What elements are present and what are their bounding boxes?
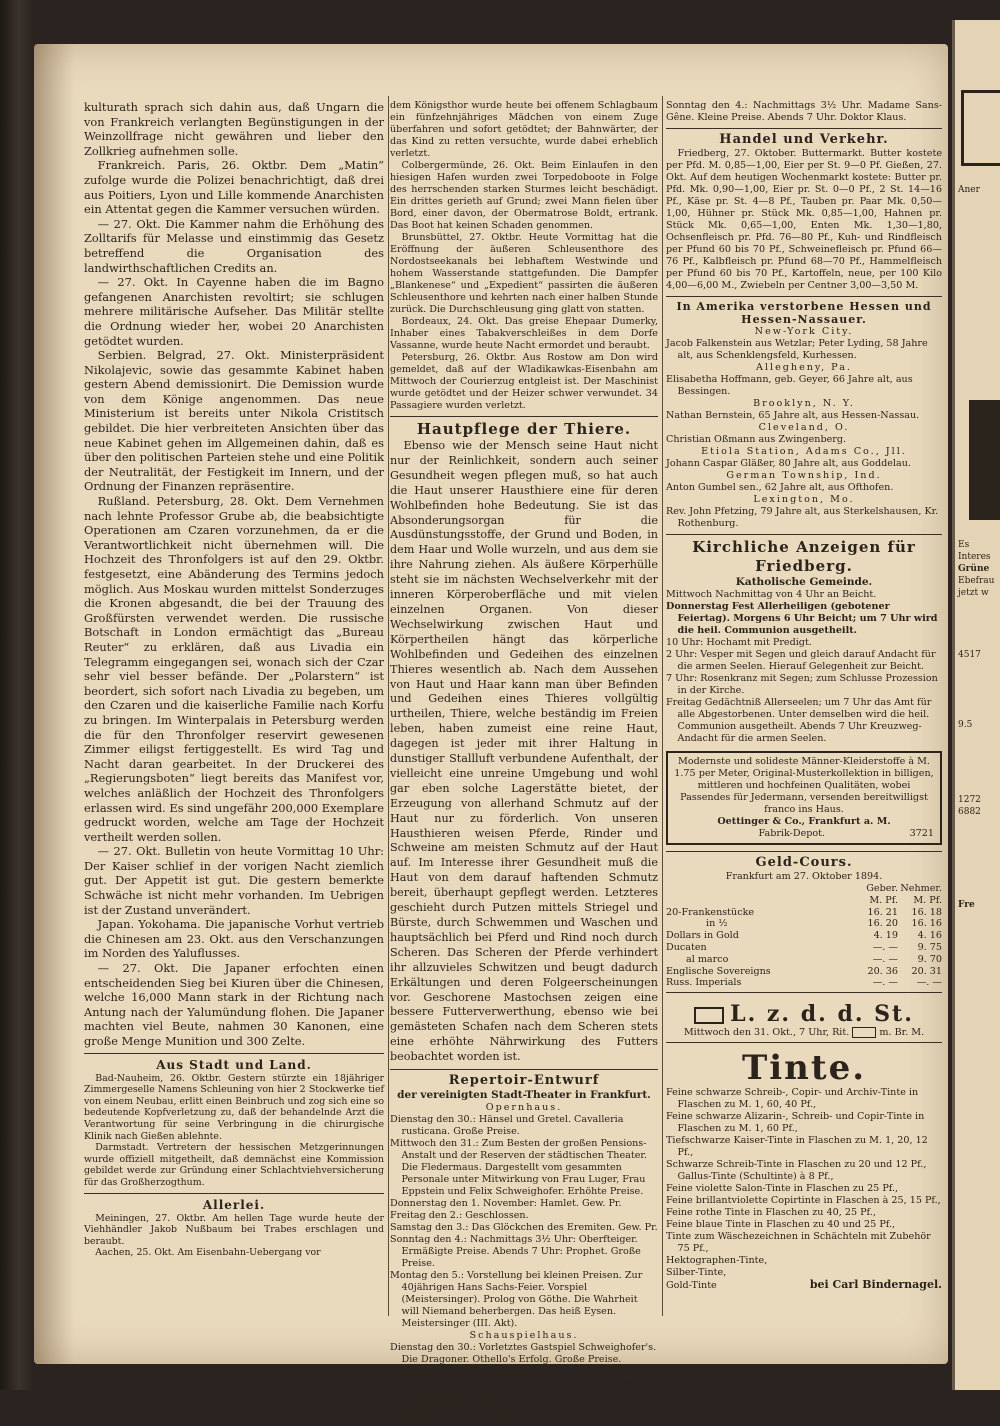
church-entry: 2 Uhr: Vesper mit Segen und gleich darauf Andacht für die armen Seelen. Hierauf Gelegenheit zur Beicht. — [666, 649, 936, 672]
next-page-fragment: Es — [958, 540, 970, 550]
place-name: New-York City. — [754, 326, 854, 337]
exchange-rate-table — [666, 883, 942, 989]
clothing-advertisement — [666, 751, 942, 845]
article-paragraph: — 27. Okt. Die Kammer nahm die Erhöhung des Zolltarifs für Melasse und einstimmig das Gesetz betreffend die Organisation des landwirthschaftlichen Credits an. — [84, 216, 384, 275]
next-page-fragment: Interes — [958, 552, 991, 562]
next-page-fragment: 4517 — [958, 650, 981, 660]
news-item: Bad-Nauheim, 26. Oktbr. Gestern stürzte ein 18jähriger Zimmergeselle Namens Schleuning von hier 2 Stockwerke tief von einem Neubau, erlitt einen Beinbruch und zog sich eine so bedeutende Kopfverletzung zu, daß der behandelnde Arzt die Verantwortung für seine Verbringung in die chirurgische Klinik nach Gießen ablehnte. — [84, 1072, 384, 1142]
col-unit: M. Pf. — [869, 894, 898, 906]
divider — [666, 992, 942, 993]
currency-name: Russ. Imperials — [666, 977, 742, 989]
schauspielhaus-heading: Schauspielhaus. — [469, 1330, 579, 1342]
ink-entry: Gold-Tinte — [666, 1280, 717, 1292]
rate-nehmer: 16. 18 — [911, 906, 942, 918]
next-page-fragment: Aner — [958, 185, 980, 195]
schedule-entry: Samstag den 3.: Heinrich IV. — [390, 1414, 530, 1426]
rate-nehmer: 9. 70 — [917, 953, 942, 965]
ink-entry: Tiefschwarze Kaiser-Tinte in Flaschen zu M. 1, 20, 12 Pf., — [666, 1135, 928, 1159]
next-page-fragment: 1272 — [958, 795, 981, 805]
table-row — [666, 930, 942, 942]
section-heading-repertoir: Repertoir-Entwurf — [390, 1069, 658, 1089]
schedule-entry: Montag den 5.: Vorstellung bei kleinen Preisen. Zur 40jährigen Hans Sachs-Feier. Vorspiel (Meistersinger). Prolog von Göthe. Die Wahrheit will Niemand beherbergen. Das heiß Eysen. Meistersinger (III. Akt). — [390, 1270, 643, 1330]
rate-geber: 20. 36 — [867, 965, 898, 977]
obituary-entry: Anton Gumbel sen., 62 Jahre alt, aus Ofthofen. — [666, 482, 894, 493]
kirch-subtitle: Katholische Gemeinde. — [735, 576, 873, 588]
ink-entry: Feine schwarze Alizarin-, Schreib- und Copir-Tinte in Flaschen zu M. 1, 60 Pf., — [666, 1111, 925, 1135]
column-rule — [662, 96, 663, 1316]
column-3 — [666, 100, 942, 1292]
schedule-entry: Donnerstag den 1. November.: Abschieds-Vorstellung Schweighofers. Fiff. Große Preise. — [390, 1378, 650, 1402]
article-paragraph: kulturath sprach sich dahin aus, daß Ungarn die von Frankreich verlangten Begünstigungen in der Weinzollfrage nicht gewähren und lieber den Zollkrieg aufnehmen solle. — [84, 100, 384, 158]
table-row — [666, 954, 942, 966]
rate-nehmer: 16. 16 — [911, 918, 942, 930]
article-paragraph: — 27. Okt. Die Japaner erfochten einen entscheidenden Sieg bei Kiuren über die Chinesen, welche 16,000 Mann stark in der Richtung nach Antung nach der Yalumündung flohen. Die Japaner machten viel Beute, nahmen 30 Kanonen, eine große Menge Munition und 300 Zelte. — [84, 961, 384, 1048]
next-page-fragment: 9.5 — [958, 720, 973, 730]
section-heading-stadt: Aus Stadt und Land. — [84, 1053, 384, 1073]
table-row — [666, 966, 942, 978]
ad-depot: Fabrik-Depot. — [758, 828, 826, 839]
section-heading-kirchlich: Kirchliche Anzeigen für Friedberg. — [666, 534, 942, 576]
church-entry: Freitag Gedächtniß Allerseelen; um 7 Uhr das Amt für alle Abgestorbenen. Unter demselben wird die heil. Communion ausgetheilt. Abends 7 Uhr Kreuzweg-Andacht für die armen Seelen. — [666, 697, 932, 744]
rate-nehmer: 20. 31 — [911, 965, 942, 977]
ink-footer — [666, 1279, 942, 1292]
amerika-block — [666, 494, 942, 530]
rate-geber: —. — — [872, 941, 898, 953]
schedule-entry: Freitag den 2.: Das Käthchen von Heilbronn. — [390, 1402, 609, 1414]
news-item: Meiningen, 27. Oktbr. Am hellen Tage wurde heute der Viehhändler Jakob Nußbaum bei Trabes erschlagen und beraubt. — [84, 1212, 384, 1247]
table-row — [666, 942, 942, 954]
obituary-entry: Jacob Falkenstein aus Wetzlar; Peter Lyding, 58 Jahre alt, aus Schenklengsfeld, Kurhessen. — [666, 338, 928, 361]
news-item: Aachen, 25. Okt. Am Eisenbahn-Uebergang vor — [95, 1247, 321, 1259]
article-paragraph: — 27. Okt. Bulletin von heute Vormittag 10 Uhr: Der Kaiser schlief in der vorigen Nacht ziemlich gut. Der Appetit ist gut. Die gestern bemerkte Schwäche ist nicht mehr vorhanden. Im Uebrigen ist der Zustand unverändert. — [84, 844, 384, 917]
article-paragraph: Ebenso wie der Mensch seine Haut nicht nur der Reinlichkeit, sondern auch seiner Gesundheit wegen pflegen muß, so hat auch die Haut unserer Hausthiere eine für deren Wohlbefinden hohe Bedeutung. Sie ist das Absonderungsorgan für die Ausdünstungsstoffe, der Grund und Boden, in dem Haar und Wolle wurzeln, und aus dem sie ihre Nahrung ziehen. Als äußere Körperhülle steht sie im nächsten Wechselverkehr mit der inneren Körperoberfläche und mit vielen einzelnen Organen. Von dieser Wechselwirkung zwischen Haut und Körpertheilen hängt das körperliche Wohlbefinden und Gedeihen des einzelnen Thieres wesentlich ab. Nach dem Aussehen von Haut und Haar kann man über Befinden und Gedeihen eines Thieres vollgültig urtheilen, Thiere, welche beständig im Freien leben, haben zumeist eine reine Haut, dagegen ist jeder mit ihrer Haltung in dunstiger Stallluft verbundene Aufenthalt, der vielleicht eine unreine Umgebung und wohl gar eben solche Lagerstätte bietet, der Erzeugung von allerhand Schmutz auf der Haut nur zu förderlich. Von unseren Hausthieren weisen Pferde, Rinder und Schweine am meisten Schmutz auf der Haut auf. Im Interesse ihrer Gesundheit muß die Haut von dem darauf haftenden Schmutz bereit, überhaupt gepflegt werden. Letzteres geschieht durch Putzen mittels Striegel und Bürste, durch Schwemmen und Waschen und hauptsächlich bei Pferd und Rind noch durch Scheren. Das Scheren der Pferde verhindert ihr allzuvieles Schwitzen und beugt dadurch Erkältungen und deren Folgeerscheinungen vor. Geschorene Mastochsen zeigen eine bessere Futterverwerthung, ebenso wie bei gemästeten Schafen nach dem Scheren stets eine erhöhte Nährwirkung des Futters beobachtet worden ist. — [390, 439, 658, 1064]
article-paragraph: Rußland. Petersburg, 28. Okt. Dem Vernehmen nach lehnte Professor Grube ab, die beabsichtigte Operationen am Czaren vorzunehmen, da er die Verantwortlichkeit nicht übernehmen will. Die Hochzeit des Thronfolgers ist auf den 29. Oktbr. festgesetzt, eine Abänderung des Termins jedoch möglich. Aus Moskau wurden mittelst Sonderzuges die Kronen abgesandt, die bei der Trauung des Großfürsten verwendet werden. Die russische Botschaft in London ermächtigt das „Bureau Reuter“ zu erklären, daß aus Livadia ein Telegramm eingegangen sei, wonach sich der Czar sehr viel besser befände. Der „Polarstern“ ist beordert, sich sofort nach Livadia zu begeben, um den Czaren und die kaiserliche Familie nach Korfu zu bringen. Im Winterpalais in Petersburg werden die für den Thronfolger reservirt gewesenen Zimmer eiligst fertiggestellt. Es wird Tag und Nacht daran gearbeitet. In der Druckerei des „Regierungsboten“ liegt bereits das Manifest vor, welches anläßlich der Hochzeit des Thronfolgers erlassen wird. Es sind ungefähr 200,000 Exemplare gedruckt worden, welche am Tage der Hochzeit vertheilt werden sollen. — [84, 494, 384, 844]
ink-seller: bei Carl Bindernagel. — [809, 1278, 942, 1292]
obituary-entry: Rev. John Pfetzing, 79 Jahre alt, aus Sterkelshausen, Kr. Rothenburg. — [666, 506, 939, 529]
rate-nehmer: 9. 75 — [917, 941, 942, 953]
obituary-entry: Christian Oßmann aus Zwingenberg. — [666, 434, 847, 445]
market-report: Friedberg, 27. Oktober. Buttermarkt. Butter kostete per Pfd. M. 0,85—1,00, Eier per St. 9—0 Pf. Gießen, 27. Okt. Auf dem heutigen Wochenmarkt kostete: Butter pr. Pfd. Mk. 0,90—1,00, Eier pr. St. 0—0 Pf., 2 St. 14—16 Pf., Käse pr. St. 4—8 Pf., Tauben pr. Paar Mk. 0,50—1,00, Hühner pr. Stück Mk. 0,85—1,00, Hahnen pr. Stück Mk. 0,65—1,00, Enten Mk. 1,30—1,80, Ochsenfleisch pr. Pfd. 76—80 Pf., Kuh- und Rindfleisch per Pfund 60 bis 70 Pf., Schweinefleisch pr. Pfund 66—76 Pf., Kalbfleisch pr. Pfund 68—70 Pf., Hammelfleisch per Pfund 60 bis 70 Pf., Kartoffeln, neue, per 100 Kilo 4,00—6,00 M., Zwiebeln per Centner 3,00—3,50 M. — [666, 148, 942, 291]
news-item: Darmstadt. Vertretern der hessischen Metzgerinnungen wurde offiziell mitgetheilt, daß demnächst eine Kommission gebildet werde zur Gründung einer Schlachtviehversicherung für das Großherzogthum. — [84, 1142, 384, 1188]
currency-name: Dollars in Gold — [666, 930, 739, 942]
col-header: Geber. — [866, 883, 898, 894]
section-heading-amerika: In Amerika verstorbene Hessen und Hessen-Nassauer. — [666, 296, 942, 326]
book-spine — [0, 0, 34, 1390]
place-name: Allegheny, Pa. — [756, 362, 852, 373]
next-page-fragment: Fre — [958, 900, 975, 910]
next-page-fragment: 6882 — [958, 807, 981, 817]
rate-geber: —. — — [872, 953, 898, 965]
schedule-entry: Sonntag den 4.: Nachmittags 3½ Uhr. Madame Sans-Gêne. Kleine Preise. Abends 7 Uhr. Doktor Klaus. — [666, 100, 942, 123]
news-item: dem Königsthor wurde heute bei offenem Schlagbaum ein fünfzehnjähriges Mädchen von einem Zuge überfahren und sofort getödtet; der Bahnwärter, der das Kind zu retten versuchte, wurde dabei erheblich verletzt. — [390, 100, 658, 159]
article-paragraph: Serbien. Belgrad, 27. Okt. Ministerpräsident Nikolajevic, sowie das gesammte Kabinet haben gestern Abend demissionirt. Die Demission wurde von dem Könige angenommen. Das neue Ministerium ist bereits unter Nikola Cristitsch gebildet. Die hier verbreiteten Ansichten über das neue Kabinet gehen im Allgemeinen dahin, daß es über den politischen Parteien stehe und eine Politik der Neutralität, der Festigkeit im Innern, und der Ordnung der Finanzen repräsentire. — [84, 348, 384, 494]
ink-entry: Feine brillantviolette Copirtinte in Flaschen à 25, 15 Pf., — [666, 1195, 941, 1207]
currency-name: al marco — [686, 953, 729, 965]
currency-name: in ½ — [706, 918, 728, 930]
church-entry: Mittwoch Nachmittag von 4 Uhr an Beicht. — [666, 589, 877, 600]
next-page-fragment: jetzt w — [958, 588, 989, 598]
next-page-black-block — [969, 400, 1000, 520]
place-name: Cleveland, O. — [758, 422, 850, 433]
rate-geber: —. — — [872, 977, 898, 989]
article-paragraph: Frankreich. Paris, 26. Oktbr. Dem „Matin“ zufolge wurde die Polizei benachrichtigt, daß drei aus Poitiers, Lyon und Lille kommende Anarchisten ein Attentat gegen die Kammer versuchen würden. — [84, 158, 384, 217]
article-paragraph: Japan. Yokohama. Die japanische Vorhut vertrieb die Chinesen am 23. Okt. aus den Verschanzungen im Norden des Yaluflusses. — [84, 917, 384, 961]
schedule-entry: Sonntag den 4.: Nachmittags 3½ Uhr: Oberfteiger. Ermäßigte Preise. Abends 7 Uhr: Prophet. Große Preise. — [390, 1234, 641, 1270]
ad-number: 3721 — [909, 828, 934, 839]
schedule-entry: Mittwoch den 31.: Zum Besten der großen Pensions-Anstalt und der Reserven der städtischen Theater. Die Fledermaus. Dargestellt vom gesammten Personale unter Mitwirkung von Frau Luger, Frau Eppstein und Felix Schweighofer. Erhöhte Preise. — [390, 1138, 647, 1198]
lodge-subline: Mittwoch den 31. Okt., 7 Uhr, Rit. m. Br. M. — [683, 1027, 925, 1039]
news-item: Bordeaux, 24. Okt. Das greise Ehepaar Dumerky, Inhaber eines Tabakverschleißes in dem Dorfe Vassanne, wurde heute Nacht ermordet und beraubt. — [390, 316, 658, 351]
currency-name: Ducaten — [666, 941, 707, 953]
section-heading-hautpflege: Hautpflege der Thiere. — [390, 416, 658, 439]
schedule-entry: Samstag den 3.: Das Glöckchen des Eremiten. Gew. Pr. — [390, 1222, 658, 1234]
ink-entry: Feine violette Salon-Tinte in Flaschen zu 25 Pf., — [666, 1183, 899, 1195]
amerika-block — [666, 398, 942, 422]
next-page-edge — [952, 20, 1000, 1390]
news-item: Colbergermünde, 26. Okt. Beim Einlaufen in den hiesigen Hafen wurden zwei Torpedoboote in Folge des herrschenden starken Sturmes leicht beschädigt. Ein drittes gerieth auf Grund; zwei Mann fielen über Bord, einer davon, der Obermatrose Boldt, ertrank. Das Boot hat keinen Schaden genommen. — [390, 160, 658, 231]
repertoir-subtitle: der vereinigten Stadt-Theater in Frankfurt. — [397, 1089, 651, 1102]
table-row — [666, 918, 942, 930]
geld-date: Frankfurt am 27. Oktober 1894. — [725, 871, 883, 882]
column-2 — [390, 100, 658, 1426]
obituary-entry: Johann Caspar Gläßer, 80 Jahre alt, aus Goddelau. — [666, 458, 911, 469]
table-row — [666, 977, 942, 989]
ink-entry: Feine rothe Tinte in Flaschen zu 40, 25 Pf., — [666, 1207, 876, 1219]
schedule-entry: Donnerstag den 1. November: Hamlet. Gew. Pr. — [390, 1198, 622, 1210]
church-entry: Donnerstag Fest Allerheiligen (gebotener Feiertag). Morgens 6 Uhr Beicht; um 7 Uhr wird die heil. Communion ausgetheilt. — [666, 601, 938, 636]
news-item: Petersburg, 26. Oktbr. Aus Rostow am Don wird gemeldet, daß auf der Wladikawkas-Eisenbahn am Mittwoch der Courierzug entgleist ist. Der Maschinist wurde getödtet und der Heizer schwer verwundet. 34 Passagiere wurden verletzt. — [390, 352, 658, 411]
col-unit: M. Pf. — [913, 894, 942, 906]
article-paragraph: — 27. Okt. In Cayenne haben die im Bagno gefangenen Anarchisten revoltirt; sie schlugen mehrere militärische Aufseher. Das Militär stellte die Ordnung wieder her, wobei 20 Anarchisten getödtet wurden. — [84, 275, 384, 348]
ink-entry: Feine blaue Tinte in Flaschen zu 40 und 25 Pf., — [666, 1219, 896, 1231]
next-page-fragment: Ebefrau — [958, 576, 995, 586]
small-rectangle-icon — [852, 1027, 876, 1038]
ad-text: Modernste und solideste Männer-Kleiderstoffe à M. 1.75 per Meter, Original-Musterkollektion in billigen, mittleren und hochfeinen Qualitäten, wobei Passendes für Jedermann, versenden bereitwilligst franco ins Haus. — [674, 756, 934, 815]
ad-footer — [674, 828, 934, 840]
column-1 — [84, 100, 384, 1259]
place-name: Lexington, Mo. — [753, 494, 855, 505]
lodge-notice — [666, 1001, 942, 1027]
schedule-entry: Mittwoch den 31.: Geschlossen. — [390, 1366, 546, 1378]
obituary-entry: Elisabetha Hoffmann, geb. Geyer, 66 Jahre alt, aus Bessingen. — [666, 374, 913, 397]
church-entry: 7 Uhr: Rosenkranz mit Segen; zum Schlusse Prozession in der Kirche. — [666, 673, 938, 696]
amerika-block — [666, 362, 942, 398]
section-heading-geld: Geld-Cours. — [666, 851, 942, 871]
ad-firm: Oettinger & Co., Frankfurt a. M. — [717, 816, 891, 827]
opernhaus-heading: Opernhaus. — [485, 1102, 563, 1114]
col-header: Nehmer. — [900, 883, 942, 894]
column-rule — [388, 96, 389, 1316]
rate-geber: 16. 20 — [867, 918, 898, 930]
ink-entry: Silber-Tinte, — [666, 1267, 727, 1279]
rate-geber: 16. 21 — [867, 906, 898, 918]
amerika-block — [666, 422, 942, 446]
ink-entry: Schwarze Schreib-Tinte in Flaschen zu 20 und 12 Pf., Gallus-Tinte (Schultinte) à 8 Pf., — [666, 1159, 927, 1183]
section-heading-allerlei: Allerlei. — [84, 1193, 384, 1213]
place-name: Brooklyn, N. Y. — [753, 398, 855, 409]
rectangle-symbol-icon — [694, 1007, 724, 1024]
place-name: Etiola Station, Adams Co., Jll. — [701, 446, 907, 457]
amerika-block — [666, 446, 942, 470]
rate-nehmer: 4. 16 — [917, 930, 942, 942]
rate-geber: 4. 19 — [873, 930, 898, 942]
next-page-fragment: Grüne — [958, 564, 990, 574]
lodge-title: L. z. d. d. St. — [730, 1001, 914, 1028]
obituary-entry: Nathan Bernstein, 65 Jahre alt, aus Hessen-Nassau. — [666, 410, 920, 421]
schedule-entry: Dienstag den 30.: Vorletztes Gastspiel Schweighofer's. Die Dragoner. Othello's Erfolg. Große Preise. — [390, 1342, 657, 1366]
table-row — [666, 907, 942, 919]
rate-nehmer: —. — — [916, 977, 942, 989]
ink-entry: Tinte zum Wäschezeichnen in Schächteln mit Zubehör 75 Pf., — [666, 1231, 931, 1255]
schedule-entry: Dienstag den 30.: Hänsel und Gretel. Cavalleria rusticana. Große Preise. — [390, 1114, 624, 1138]
amerika-block — [666, 326, 942, 362]
divider — [666, 1042, 942, 1043]
section-heading-handel: Handel und Verkehr. — [666, 128, 942, 148]
place-name: German Township, Ind. — [726, 470, 882, 481]
ink-entry: Hektographen-Tinte, — [666, 1255, 768, 1267]
next-page-frame — [961, 90, 1000, 166]
news-item: Brunsbüttel, 27. Oktbr. Heute Vormittag hat die Eröffnung der äußeren Schleusenthore des Nordostseekanals bei lebhaftem Westwinde und hohem Wasserstande stattgefunden. Die Dampfer „Blankenese“ und „Expedient“ passirten die äußeren Schleusenthore und kehrten nach einer halben Stunde zurück. Die Durchschleusung ging glatt von statten. — [390, 232, 658, 315]
currency-name: 20-Frankenstücke — [666, 906, 755, 918]
church-entry: 10 Uhr: Hochamt mit Predigt. — [666, 637, 812, 648]
ink-ad-title: Tinte. — [741, 1048, 867, 1089]
currency-name: Englische Sovereigns — [666, 965, 771, 977]
schedule-entry: Freitag den 2.: Geschlossen. — [390, 1210, 529, 1222]
ink-entry: Feine schwarze Schreib-, Copir- und Archiv-Tinte in Flaschen zu M. 1, 60, 40 Pf., — [666, 1087, 919, 1111]
amerika-block — [666, 470, 942, 494]
